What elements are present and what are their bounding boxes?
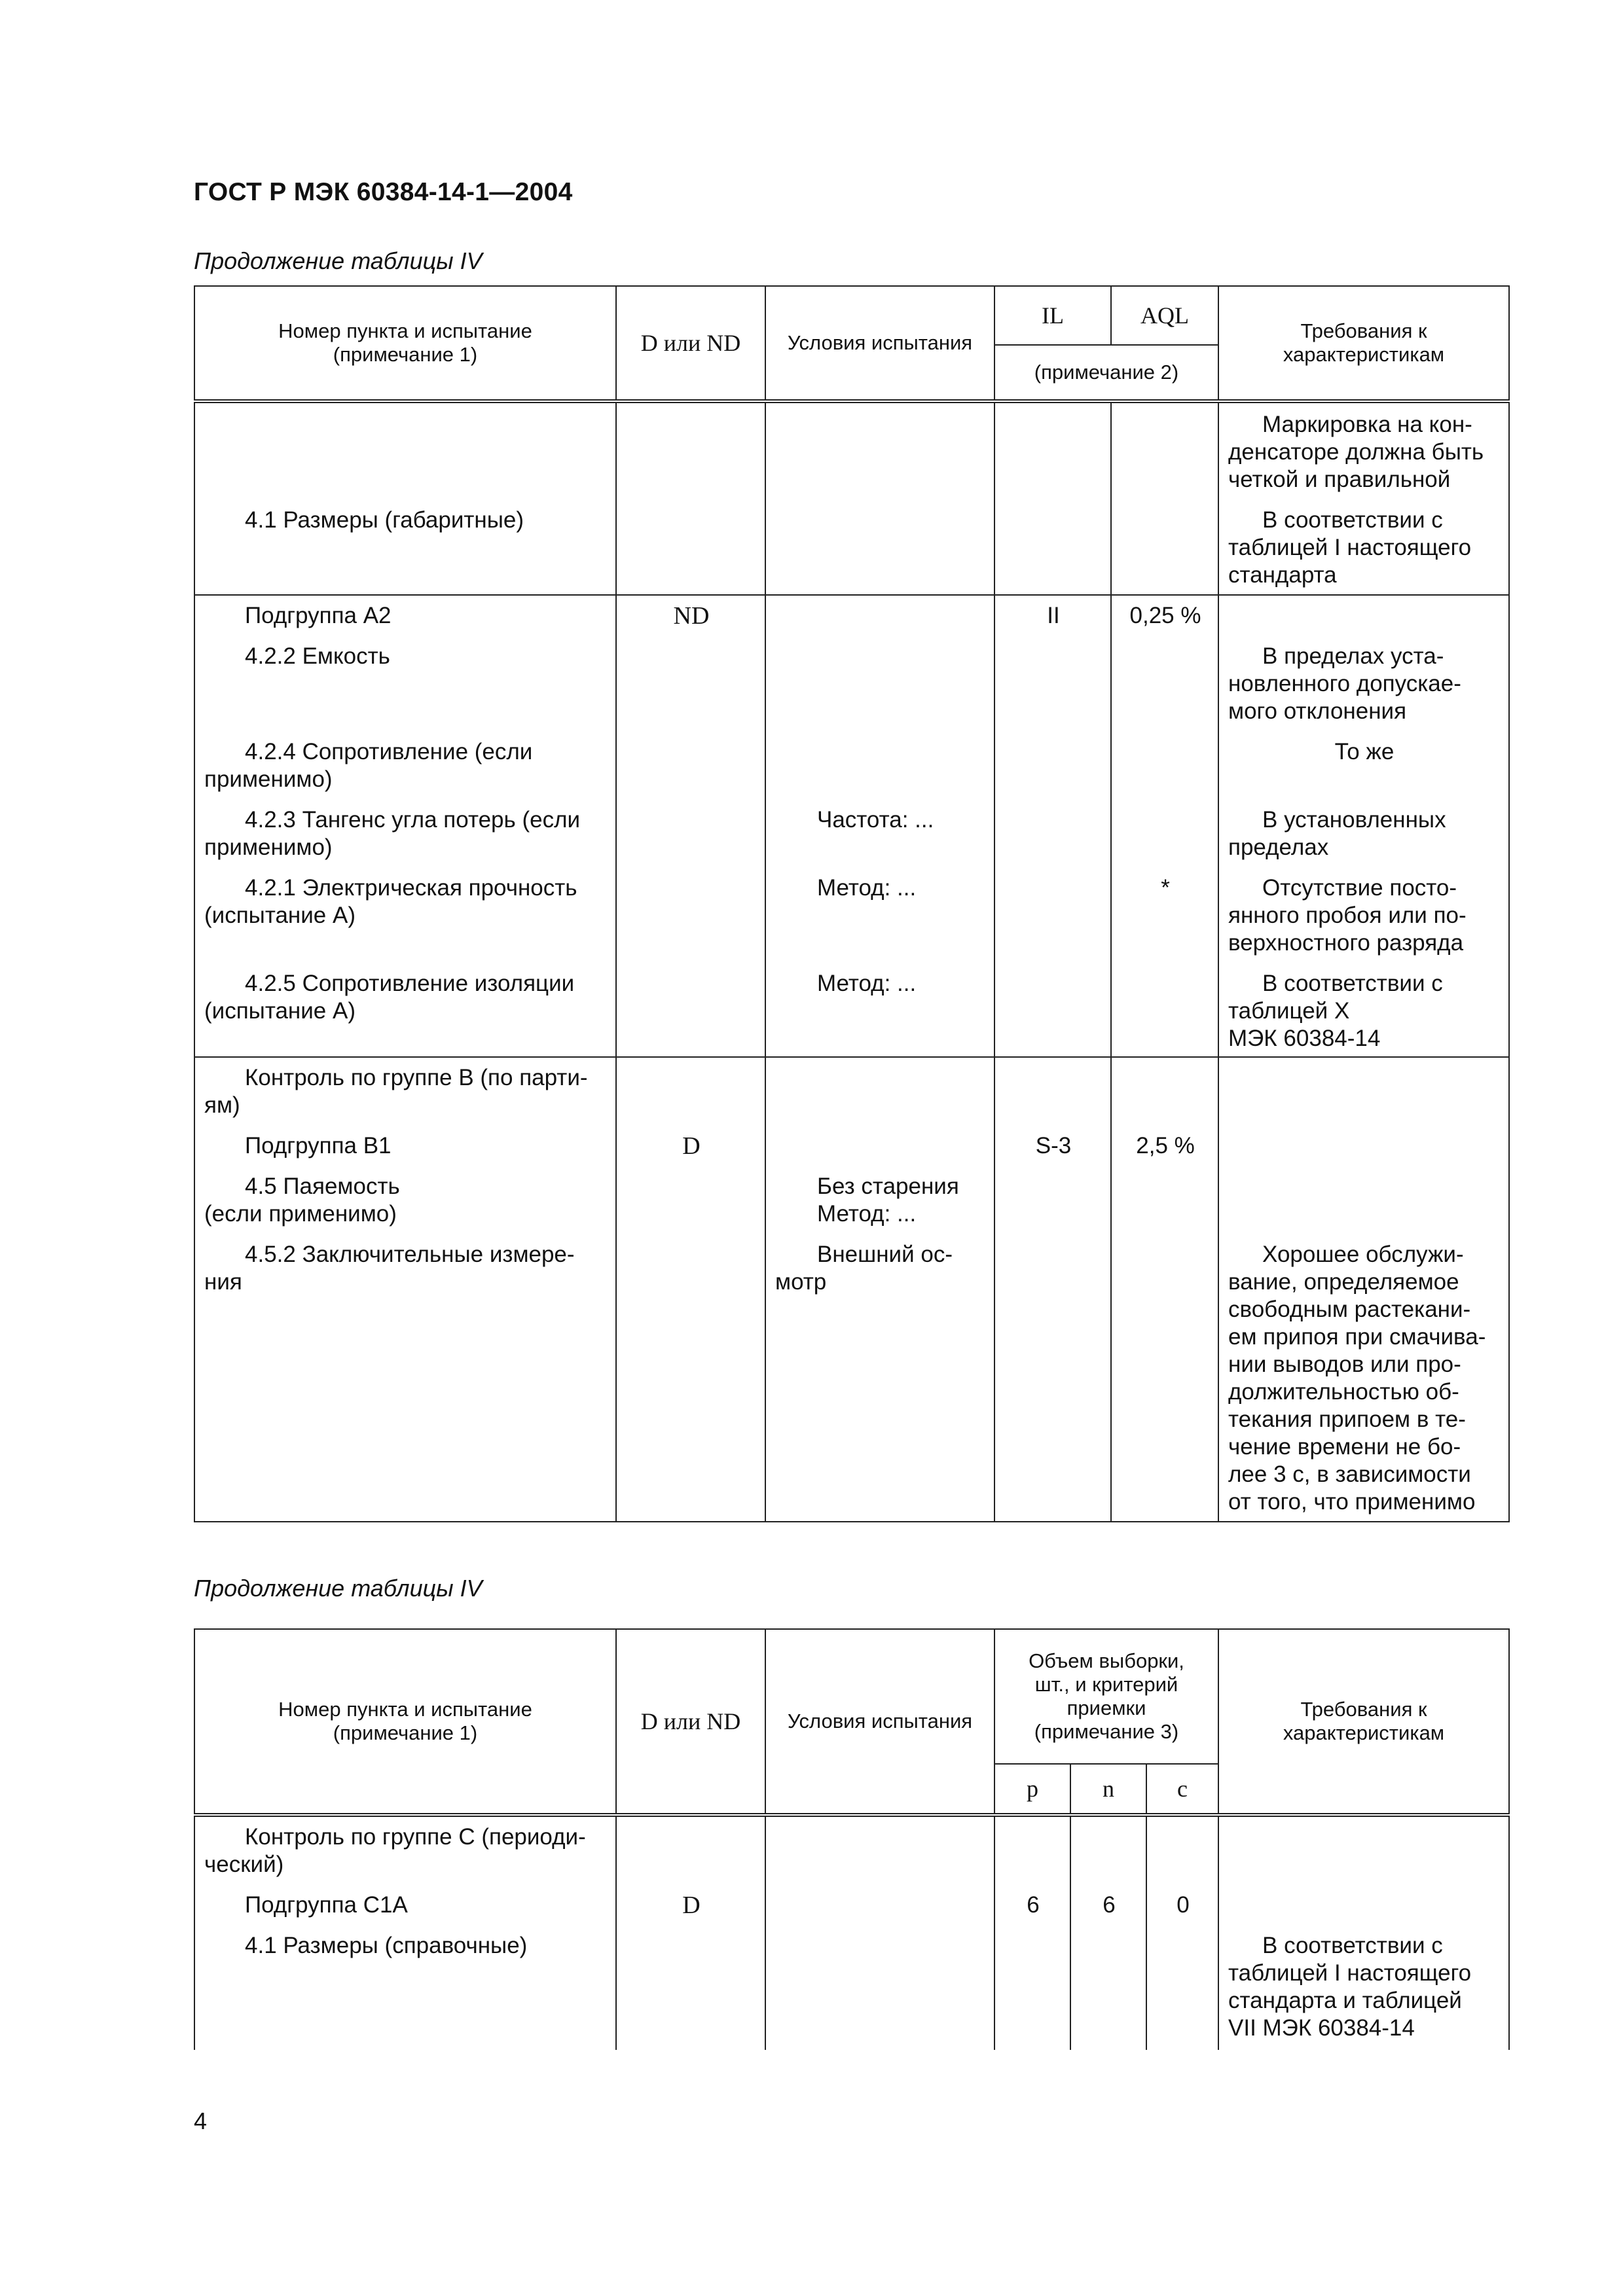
subgroup-c1a: Подгруппа С1А	[245, 1892, 408, 1918]
block3-il	[994, 1057, 1111, 1522]
cond-4-2-5: Метод: ...	[817, 971, 917, 996]
block1-il	[994, 401, 1111, 595]
header-sample	[994, 1629, 1218, 1764]
header-il: IL	[994, 286, 1111, 345]
group-c-line1: Контроль по группе С (периоди-	[245, 1824, 586, 1850]
req-c-4-1-line1: В соответствии с	[1262, 1933, 1443, 1958]
d-nd-value: D	[682, 1132, 701, 1160]
block3-conditions	[765, 1057, 994, 1522]
req-marking-line1: Маркировка на кон-	[1262, 412, 1472, 437]
subgroup-b1: Подгруппа В1	[245, 1133, 392, 1158]
req-4-1-line3: стандарта	[1228, 562, 1337, 588]
group-c-line2: ческий)	[204, 1852, 284, 1877]
block2-requirements	[1218, 595, 1509, 1057]
item-4-1-dimensions: 4.1 Размеры (габаритные)	[245, 507, 524, 533]
block2-d-nd	[616, 595, 765, 1057]
item-4-2-4-line2: применимо)	[204, 766, 333, 792]
req-4-2-5-line1: В соответствии с	[1262, 971, 1443, 996]
block1-conditions	[765, 401, 994, 595]
block3-d-nd	[616, 1057, 765, 1522]
cond-4-2-3: Частота: ...	[817, 807, 934, 833]
header-d-nd: D или ND	[616, 1629, 765, 1815]
block1-aql	[1111, 401, 1218, 595]
block2-conditions	[765, 595, 994, 1057]
item-4-2-1-line1: 4.2.1 Электрическая прочность	[245, 875, 577, 901]
aql-asterisk: *	[1161, 875, 1170, 901]
cond-4-5-line1: Без старения	[817, 1174, 959, 1199]
t2-block1-c	[1146, 1815, 1218, 2050]
t2-block1-item	[194, 1815, 616, 2050]
cond-4-5-2-line1: Внешний ос-	[817, 1242, 953, 1267]
req-4-5-2-line5: нии выводов или про-	[1228, 1352, 1461, 1377]
req-4-2-4: То же	[1334, 739, 1395, 764]
req-4-2-5-line3: МЭК 60384-14	[1228, 1026, 1381, 1051]
cond-4-5-2-line2: мотр	[775, 1269, 827, 1295]
item-4-2-4-line1: 4.2.4 Сопротивление (если	[245, 739, 533, 764]
block2-aql	[1111, 595, 1218, 1057]
req-c-4-1-line2: таблицей I настоящего	[1228, 1960, 1472, 1986]
header-item: Номер пункта и испытание (примечание 1)	[194, 1629, 616, 1815]
req-4-2-1-line2: янного пробоя или по-	[1228, 903, 1467, 928]
block1-d-nd	[616, 401, 765, 595]
req-4-2-5-line2: таблицей X	[1228, 998, 1350, 1024]
header-conditions: Условия испытания	[765, 1629, 994, 1815]
item-4-2-1-line2: (испытание А)	[204, 903, 356, 928]
item-4-5-2-line2: ния	[204, 1269, 242, 1295]
header-n: n	[1070, 1764, 1146, 1815]
group-b-line1: Контроль по группе В (по парти-	[245, 1065, 588, 1090]
req-4-5-2-line10: от того, что применимо	[1228, 1489, 1476, 1515]
req-4-5-2-line6: должительностью об-	[1228, 1379, 1459, 1405]
header-note2: (примечание 2)	[994, 345, 1218, 401]
req-4-5-2-line2: вание, определяемое	[1228, 1269, 1459, 1295]
req-4-2-1-line3: верхностного разряда	[1228, 930, 1464, 956]
t2-block1-d-nd	[616, 1815, 765, 2050]
n-value: 6	[1103, 1892, 1116, 1918]
t2-block1-p	[994, 1815, 1070, 2050]
header-sample-line2: шт., и критерий	[1034, 1673, 1178, 1696]
c-value: 0	[1176, 1892, 1190, 1918]
header-item: Номер пункта и испытание (примечание 1)	[194, 286, 616, 401]
block3-aql	[1111, 1057, 1218, 1522]
item-4-2-5-line2: (испытание А)	[204, 998, 356, 1024]
header-requirements: Требования к характеристикам	[1218, 286, 1509, 401]
req-c-4-1-line3: стандарта и таблицей	[1228, 1988, 1462, 2013]
req-4-5-2-line7: текания припоем в те-	[1228, 1407, 1466, 1432]
req-4-5-2-line1: Хорошее обслужи-	[1262, 1242, 1464, 1267]
item-4-2-5-line1: 4.2.5 Сопротивление изоляции	[245, 971, 575, 996]
d-nd-value: ND	[673, 602, 710, 630]
block1-item	[194, 401, 616, 595]
block2-il	[994, 595, 1111, 1057]
aql-value: 2,5 %	[1136, 1133, 1195, 1158]
il-value: II	[1047, 603, 1060, 628]
block3-item	[194, 1057, 616, 1522]
item-4-2-2: 4.2.2 Емкость	[245, 643, 390, 669]
header-conditions: Условия испытания	[765, 286, 994, 401]
t2-block1-conditions	[765, 1815, 994, 2050]
header-sample-line1: Объем выборки,	[1029, 1649, 1184, 1672]
item-4-1-reference: 4.1 Размеры (справочные)	[245, 1933, 528, 1958]
item-4-5-line1: 4.5 Паяемость	[245, 1174, 400, 1199]
req-4-2-3-line1: В установленных	[1262, 807, 1446, 833]
aql-value: 0,25 %	[1129, 603, 1201, 628]
req-4-2-2-line3: мого отклонения	[1228, 698, 1407, 724]
subgroup-a2: Подгруппа А2	[245, 603, 392, 628]
item-4-5-2-line1: 4.5.2 Заключительные измере-	[245, 1242, 575, 1267]
p-value: 6	[1027, 1892, 1040, 1918]
req-4-5-2-line9: лее 3 с, в зависимости	[1228, 1462, 1471, 1487]
table1	[194, 285, 1510, 1522]
req-4-1-line1: В соответствии с	[1262, 507, 1443, 533]
req-marking-line3: четкой и правильной	[1228, 467, 1451, 492]
req-4-2-2-line1: В пределах уста-	[1262, 643, 1444, 669]
header-d-nd: D или ND	[616, 286, 765, 401]
table2	[194, 1628, 1510, 2050]
header-c: c	[1146, 1764, 1218, 1815]
item-4-5-line2: (если применимо)	[204, 1201, 397, 1227]
cond-4-2-1: Метод: ...	[817, 875, 917, 901]
header-requirements: Требования к характеристикам	[1218, 1629, 1509, 1815]
cond-4-5-line2: Метод: ...	[817, 1201, 917, 1227]
item-4-2-3-line1: 4.2.3 Тангенс угла потерь (если	[245, 807, 581, 833]
item-4-2-3-line2: применимо)	[204, 834, 333, 860]
header-sample-line3: приемки	[1067, 1696, 1146, 1719]
header-aql: AQL	[1111, 286, 1218, 345]
d-nd-value: D	[682, 1892, 701, 1919]
block1-requirements	[1218, 401, 1509, 595]
block2-item	[194, 595, 616, 1057]
table2-caption: Продолжение таблицы IV	[194, 1575, 483, 1602]
req-4-5-2-line8: чение времени не бо-	[1228, 1434, 1461, 1460]
req-marking-line2: денсаторе должна быть	[1228, 439, 1484, 465]
req-c-4-1-line4: VII МЭК 60384-14	[1228, 2015, 1415, 2041]
table1-caption: Продолжение таблицы IV	[194, 247, 483, 274]
group-b-line2: ям)	[204, 1092, 240, 1118]
block3-requirements	[1218, 1057, 1509, 1522]
req-4-5-2-line3: свободным растекани-	[1228, 1297, 1471, 1322]
t2-block1-n	[1070, 1815, 1146, 2050]
t2-block1-requirements	[1218, 1815, 1509, 2050]
header-p: p	[994, 1764, 1070, 1815]
req-4-5-2-line4: ем припоя при смачива-	[1228, 1324, 1486, 1350]
il-value: S-3	[1035, 1133, 1072, 1158]
req-4-1-line2: таблицей I настоящего	[1228, 535, 1472, 560]
req-4-2-1-line1: Отсутствие посто-	[1262, 875, 1457, 901]
req-4-2-2-line2: новленного допускае-	[1228, 671, 1461, 696]
document-code: ГОСТ Р МЭК 60384-14-1—2004	[194, 178, 573, 206]
header-sample-line4: (примечание 3)	[1034, 1720, 1179, 1743]
page-number: 4	[194, 2108, 208, 2134]
req-4-2-3-line2: пределах	[1228, 834, 1329, 860]
